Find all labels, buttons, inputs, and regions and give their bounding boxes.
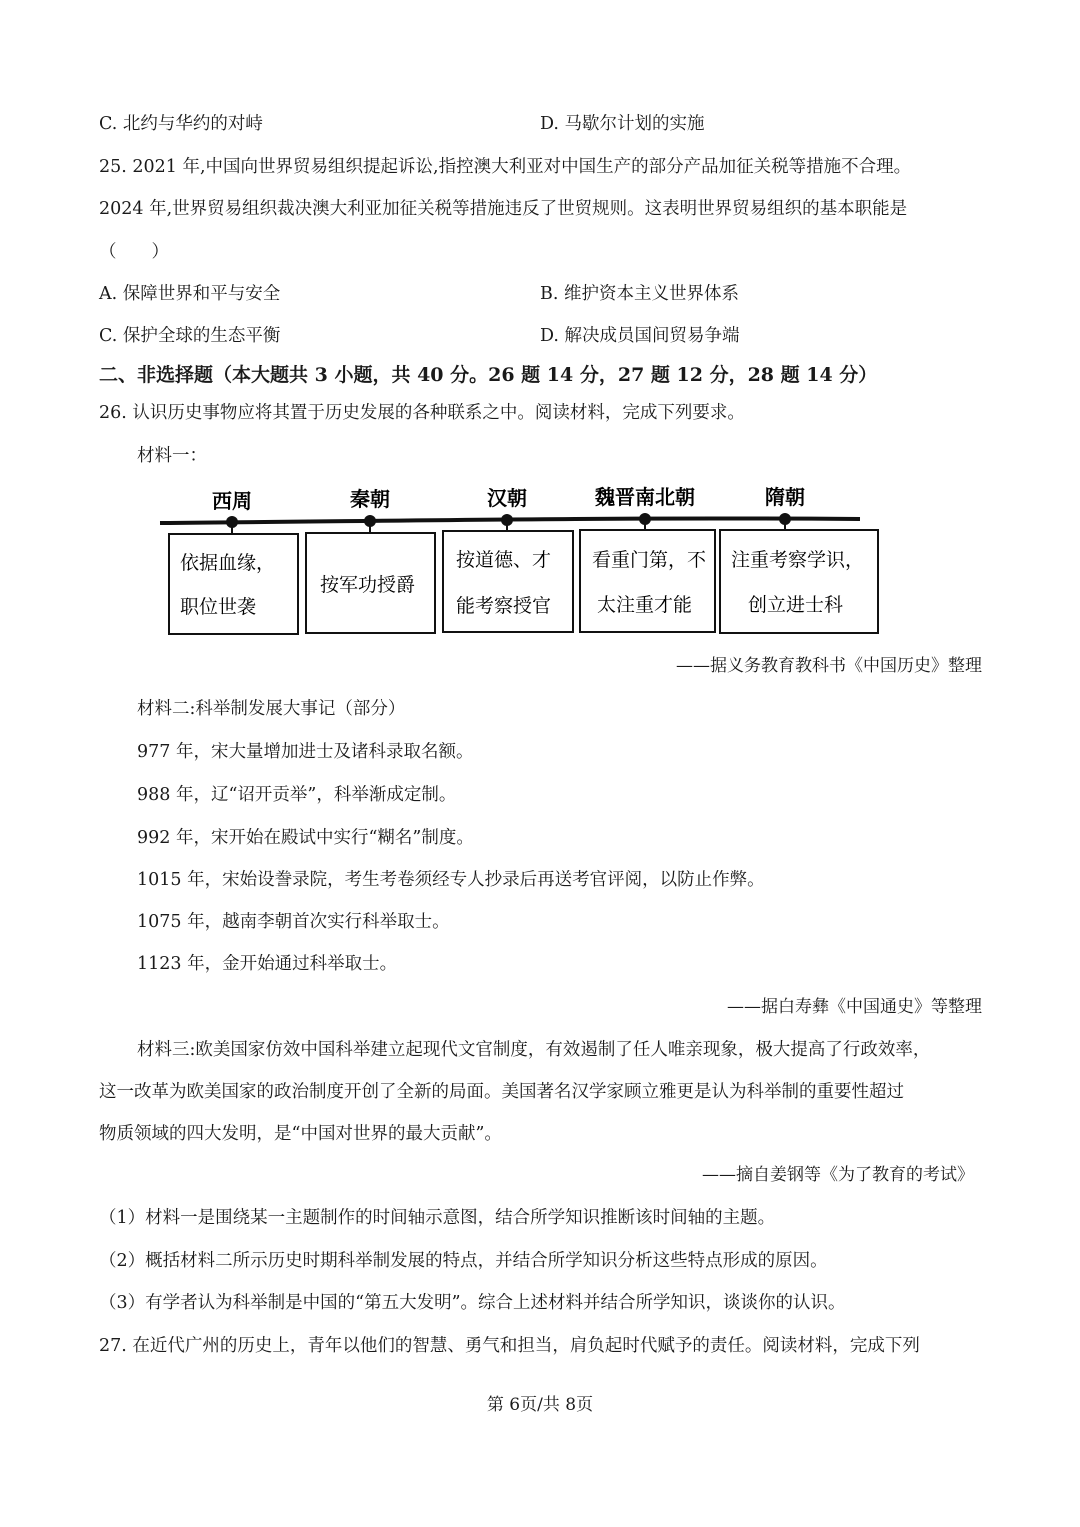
q25-answer-blank: （ ） (99, 242, 169, 262)
box-han-line1: 按道德、才 (456, 549, 552, 571)
q26-stem: 26. 认识历史事物应将其置于历史发展的各种联系之中。阅读材料，完成下列要求。 (99, 403, 745, 423)
material3-line3: 物质领域的四大发明，是“中国对世界的最大贡献”。 (99, 1124, 502, 1144)
box-xizhou-line2: 职位世袭 (180, 596, 257, 618)
timeline-dot-5 (779, 513, 791, 529)
era-sui: 隋朝 (765, 485, 805, 509)
q27-stem: 27. 在近代广州的历史上，青年以他们的智慧、勇气和担当，肩负起时代赋予的责任。阅读材料，完成下列 (99, 1336, 920, 1356)
q25-stem-line2: 2024 年,世界贸易组织裁决澳大利亚加征关税等措施违反了世贸规则。这表明世界贸易组织的基本职能是 (99, 199, 908, 219)
timeline-diagram (0, 470, 1080, 650)
material1-source: ——据义务教育教科书《中国历史》整理 (676, 656, 982, 676)
page-number: 第 6页/共 8页 (486, 1395, 594, 1415)
box-sui (720, 530, 878, 633)
q26-question2: （2）概括材料二所示历史时期科举制发展的特点，并结合所学知识分析这些特点形成的原因。 (99, 1251, 828, 1271)
material2-event-988: 988 年，辽“诏开贡举”，科举渐成定制。 (137, 785, 457, 805)
q24-option-c: C. 北约与华约的对峙 (99, 114, 263, 134)
material2-source: ——据白寿彝《中国通史》等整理 (727, 997, 982, 1017)
q25-stem-line1: 25. 2021 年,中国向世界贸易组织提起诉讼,指控澳大利亚对中国生产的部分产品加征关税等措施不合理。 (99, 157, 912, 177)
box-qin-line1: 按军功授爵 (320, 574, 416, 596)
box-weijin (580, 530, 715, 632)
box-sui-line2: 创立进士科 (748, 594, 844, 616)
box-han (443, 531, 573, 632)
timeline-dot-1 (226, 516, 238, 534)
material2-event-977: 977 年，宋大量增加进士及诸科录取名额。 (137, 742, 474, 762)
q24-option-d: D. 马歇尔计划的实施 (540, 114, 705, 134)
material3-line1: 材料三:欧美国家仿效中国科举建立起现代文官制度，有效遏制了任人唯亲现象，极大提高了行政效率， (137, 1040, 931, 1060)
box-xizhou-line1: 依据血缘， (180, 552, 276, 574)
era-weijin: 魏晋南北朝 (595, 485, 695, 509)
material3-source: ——摘自姜钢等《为了教育的考试》 (702, 1165, 974, 1185)
q25-option-a: A. 保障世界和平与安全 (99, 284, 281, 304)
box-xizhou (169, 534, 298, 634)
box-weijin-line1: 看重门第，不 (592, 549, 707, 571)
timeline-dot-4 (639, 513, 651, 530)
box-weijin-line2: 太注重才能 (597, 594, 693, 616)
box-qin (306, 533, 435, 633)
q26-question3: （3）有学者认为科举制是中国的“第五大发明”。综合上述材料并结合所学知识，谈谈你的认识。 (99, 1293, 846, 1313)
material3-line2: 这一改革为欧美国家的政治制度开创了全新的局面。美国著名汉学家顾立雅更是认为科举制的重要性超过 (99, 1082, 904, 1102)
q25-option-c: C. 保护全球的生态平衡 (99, 326, 281, 346)
box-sui-line1: 注重考察学识， (731, 549, 865, 571)
section2-heading: 二、非选择题（本大题共 3 小题，共 40 分。26 题 14 分，27 题 12 分，28 题 14 分） (99, 364, 878, 386)
material2-event-992: 992 年，宋开始在殿试中实行“糊名”制度。 (137, 828, 474, 848)
material2-event-1075: 1075 年，越南李朝首次实行科举取士。 (137, 912, 450, 932)
material2-label: 材料二:科举制发展大事记（部分） (137, 699, 406, 719)
era-qin: 秦朝 (350, 487, 390, 511)
timeline-dot-2 (364, 515, 376, 533)
era-xizhou: 西周 (212, 489, 252, 513)
q25-option-b: B. 维护资本主义世界体系 (540, 284, 739, 304)
material1-label: 材料一： (137, 446, 207, 466)
era-han: 汉朝 (487, 486, 527, 510)
timeline-dot-3 (501, 514, 513, 531)
q25-option-d: D. 解决成员国间贸易争端 (540, 326, 740, 346)
box-han-line2: 能考察授官 (456, 595, 552, 617)
q26-question1: （1）材料一是围绕某一主题制作的时间轴示意图，结合所学知识推断该时间轴的主题。 (99, 1208, 776, 1228)
material2-event-1015: 1015 年，宋始设誊录院，考生考卷须经专人抄录后再送考官评阅，以防止作弊。 (137, 870, 765, 890)
material2-event-1123: 1123 年，金开始通过科举取士。 (137, 954, 398, 974)
